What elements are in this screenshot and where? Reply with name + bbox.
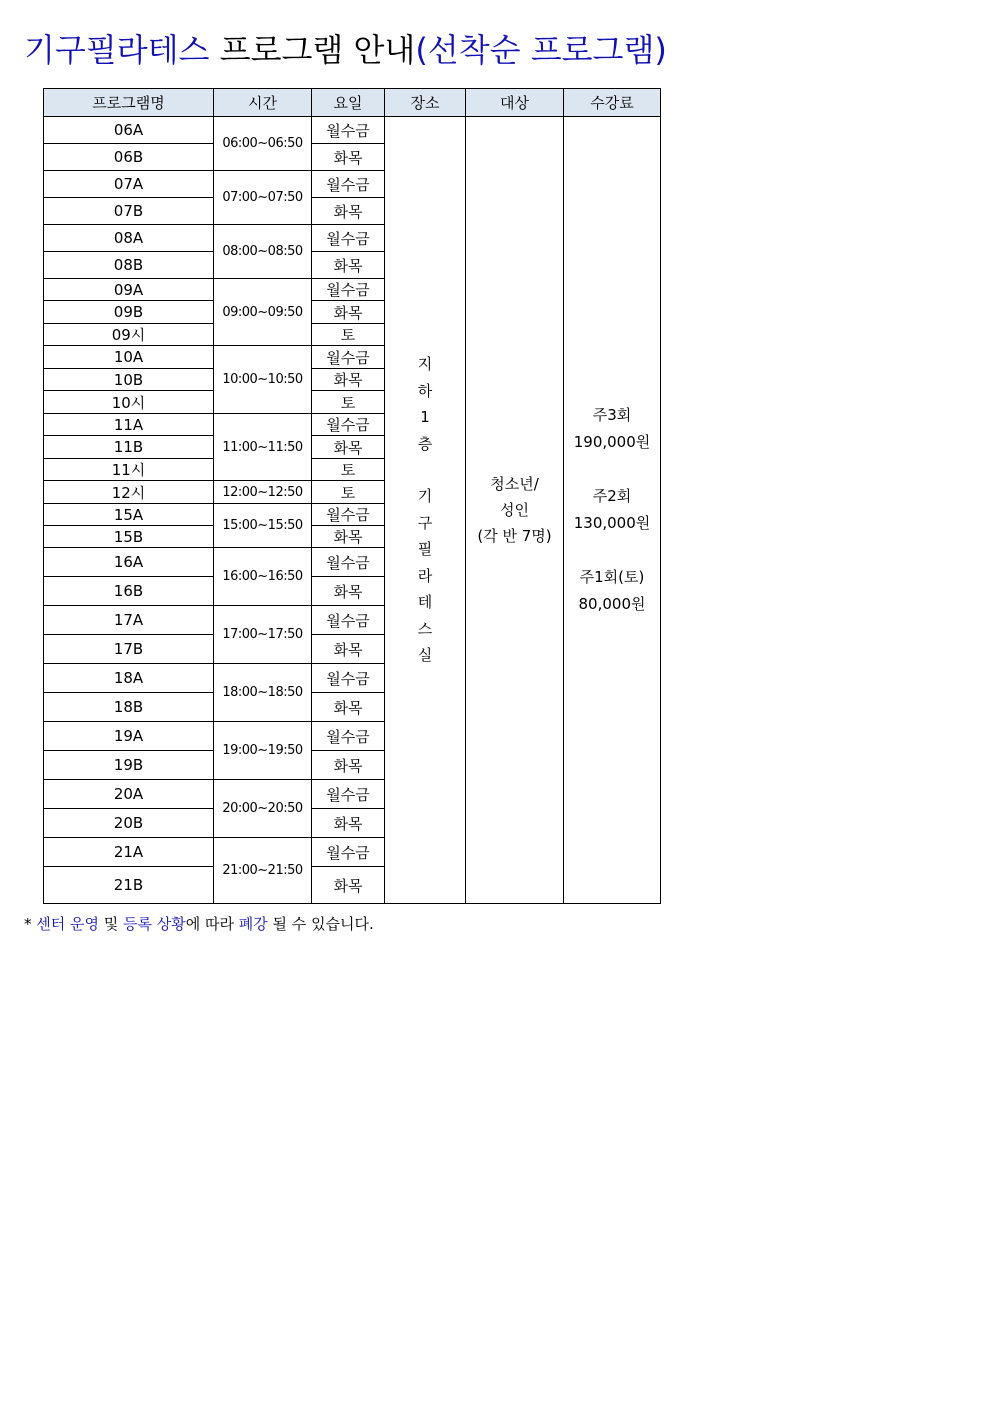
schedule-table xyxy=(43,88,661,904)
location-char: 지 xyxy=(417,355,433,374)
location-char: 실 xyxy=(417,646,433,665)
time-cell: 11:00~11:50 xyxy=(214,414,312,481)
program-cell: 10B xyxy=(44,369,214,391)
program-cell: 16B xyxy=(44,577,214,606)
title-part-first-come: (선착순 프로그램) xyxy=(415,31,667,69)
day-cell: 월수금 xyxy=(312,117,385,144)
location-char: 기 xyxy=(417,487,433,506)
day-cell: 화목 xyxy=(312,198,385,225)
day-cell: 화목 xyxy=(312,301,385,324)
program-cell: 20A xyxy=(44,780,214,809)
header-target: 대상 xyxy=(466,89,564,117)
program-cell: 20B xyxy=(44,809,214,838)
time-cell: 12:00~12:50 xyxy=(214,481,312,504)
day-cell: 월수금 xyxy=(312,279,385,301)
fee-weekly1-label: 주1회(토) xyxy=(579,568,645,586)
day-cell: 화목 xyxy=(312,526,385,548)
fee-weekly3-label: 주3회 xyxy=(592,406,632,424)
program-cell: 10A xyxy=(44,346,214,369)
program-cell: 11A xyxy=(44,414,214,436)
day-cell: 월수금 xyxy=(312,606,385,635)
day-cell: 토 xyxy=(312,391,385,414)
fee-weekly2-price: 130,000원 xyxy=(573,514,651,532)
target-cell xyxy=(466,117,564,904)
time-cell: 18:00~18:50 xyxy=(214,664,312,722)
time-cell: 08:00~08:50 xyxy=(214,225,312,279)
day-cell: 월수금 xyxy=(312,346,385,369)
target-line: 청소년/ xyxy=(490,475,539,493)
note-registration-status: 등록 상황 xyxy=(123,915,186,933)
location-char: 층 xyxy=(417,434,433,453)
note-closure: 폐강 xyxy=(238,915,268,933)
page-title xyxy=(24,28,667,72)
program-cell: 07A xyxy=(44,171,214,198)
program-cell: 21A xyxy=(44,838,214,867)
program-cell: 09B xyxy=(44,301,214,324)
program-cell: 19A xyxy=(44,722,214,751)
time-cell: 15:00~15:50 xyxy=(214,504,312,548)
program-cell: 08A xyxy=(44,225,214,252)
day-cell: 토 xyxy=(312,459,385,481)
header-location: 장소 xyxy=(385,89,466,117)
program-cell: 11B xyxy=(44,436,214,459)
program-cell: 11시 xyxy=(44,459,214,481)
location-char: 필 xyxy=(417,540,433,559)
header-fee: 수강료 xyxy=(564,89,661,117)
program-cell: 18B xyxy=(44,693,214,722)
day-cell: 화목 xyxy=(312,252,385,279)
day-cell: 월수금 xyxy=(312,171,385,198)
fee-cell xyxy=(564,117,661,904)
program-cell: 08B xyxy=(44,252,214,279)
program-cell: 21B xyxy=(44,867,214,904)
day-cell: 월수금 xyxy=(312,722,385,751)
title-part-guide: 프로그램 안내 xyxy=(209,31,416,69)
note-text: 및 xyxy=(99,915,124,933)
program-cell: 15A xyxy=(44,504,214,526)
program-cell: 16A xyxy=(44,548,214,577)
program-cell: 12시 xyxy=(44,481,214,504)
note-text: 에 따라 xyxy=(185,915,239,933)
fee-weekly1-price: 80,000원 xyxy=(578,595,646,613)
program-cell: 09시 xyxy=(44,324,214,346)
day-cell: 월수금 xyxy=(312,838,385,867)
fee-weekly3-price: 190,000원 xyxy=(573,433,651,451)
location-cell xyxy=(385,117,466,904)
day-cell: 월수금 xyxy=(312,504,385,526)
target-line: (각 반 7명) xyxy=(477,527,552,545)
table-row xyxy=(44,117,661,144)
note-center-operation: 센터 운영 xyxy=(36,915,100,933)
day-cell: 월수금 xyxy=(312,548,385,577)
header-day: 요일 xyxy=(312,89,385,117)
day-cell: 토 xyxy=(312,481,385,504)
program-cell: 09A xyxy=(44,279,214,301)
time-cell: 19:00~19:50 xyxy=(214,722,312,780)
time-cell: 06:00~06:50 xyxy=(214,117,312,171)
note-asterisk: * xyxy=(24,915,37,933)
note-text: 될 수 있습니다. xyxy=(267,915,374,933)
program-cell: 18A xyxy=(44,664,214,693)
day-cell: 화목 xyxy=(312,693,385,722)
header-program: 프로그램명 xyxy=(44,89,214,117)
program-cell: 06B xyxy=(44,144,214,171)
program-cell: 06A xyxy=(44,117,214,144)
day-cell: 화목 xyxy=(312,809,385,838)
closure-notice xyxy=(24,914,374,934)
program-cell: 19B xyxy=(44,751,214,780)
time-cell: 07:00~07:50 xyxy=(214,171,312,225)
day-cell: 화목 xyxy=(312,751,385,780)
day-cell: 화목 xyxy=(312,436,385,459)
day-cell: 월수금 xyxy=(312,664,385,693)
time-cell: 21:00~21:50 xyxy=(214,838,312,904)
location-char: 스 xyxy=(417,619,433,638)
location-char: 라 xyxy=(417,566,433,585)
day-cell: 화목 xyxy=(312,577,385,606)
time-cell: 16:00~16:50 xyxy=(214,548,312,606)
time-cell: 10:00~10:50 xyxy=(214,346,312,414)
time-cell: 09:00~09:50 xyxy=(214,279,312,346)
day-cell: 월수금 xyxy=(312,225,385,252)
header-time: 시간 xyxy=(214,89,312,117)
program-cell: 15B xyxy=(44,526,214,548)
title-part-program: 기구필라테스 xyxy=(24,31,210,69)
program-cell: 07B xyxy=(44,198,214,225)
location-char: 1 xyxy=(420,408,430,427)
day-cell: 화목 xyxy=(312,144,385,171)
location-char: 하 xyxy=(417,381,433,400)
day-cell: 화목 xyxy=(312,369,385,391)
program-cell: 17B xyxy=(44,635,214,664)
day-cell: 월수금 xyxy=(312,780,385,809)
day-cell: 화목 xyxy=(312,635,385,664)
time-cell: 20:00~20:50 xyxy=(214,780,312,838)
day-cell: 토 xyxy=(312,324,385,346)
table-header-row xyxy=(44,89,661,117)
target-line: 성인 xyxy=(500,501,529,519)
day-cell: 화목 xyxy=(312,867,385,904)
time-cell: 17:00~17:50 xyxy=(214,606,312,664)
program-cell: 17A xyxy=(44,606,214,635)
day-cell: 월수금 xyxy=(312,414,385,436)
location-char: 구 xyxy=(417,513,433,532)
fee-weekly2-label: 주2회 xyxy=(592,487,632,505)
location-char: 테 xyxy=(417,593,433,612)
program-cell: 10시 xyxy=(44,391,214,414)
